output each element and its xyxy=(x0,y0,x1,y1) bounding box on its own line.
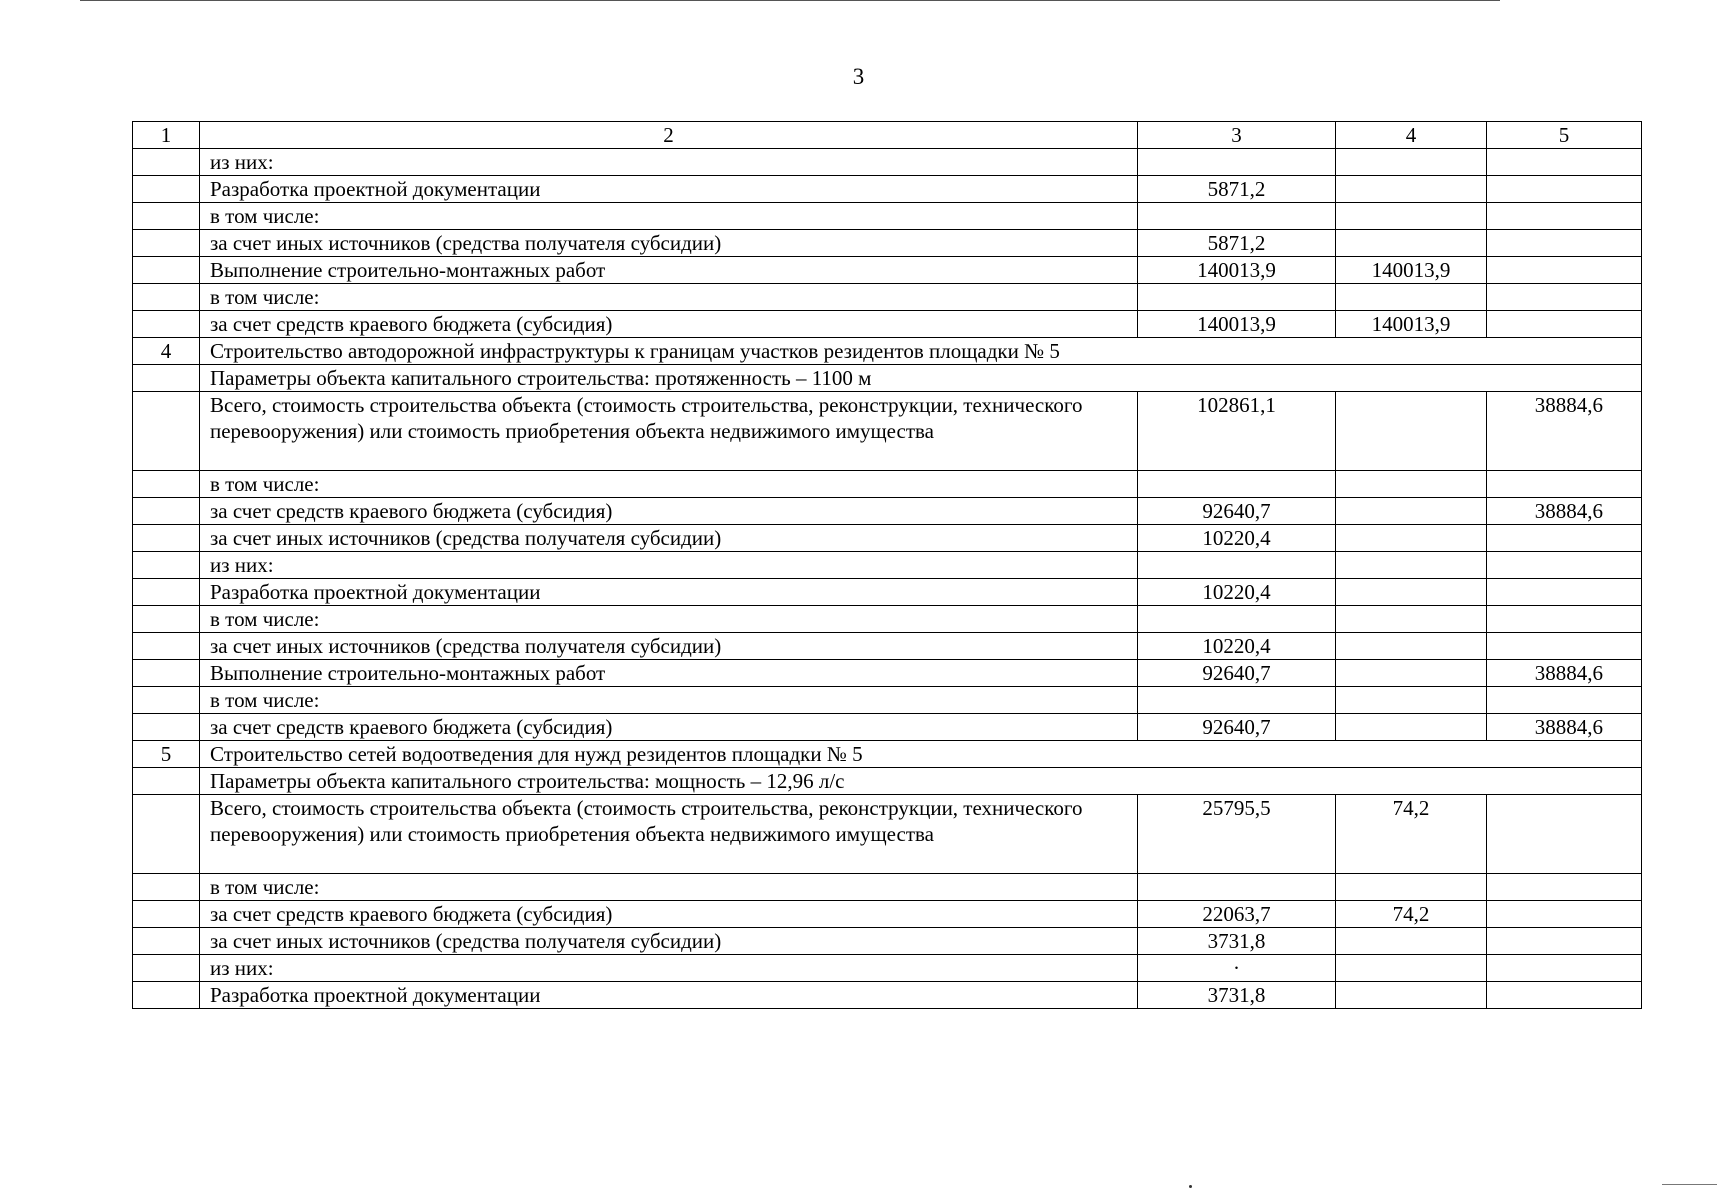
row-number xyxy=(133,714,200,741)
section-title: Параметры объекта капитального строительства: протяженность – 1100 м xyxy=(200,365,1642,392)
table-row xyxy=(133,633,1642,660)
table-row xyxy=(133,874,1642,901)
row-number xyxy=(133,284,200,311)
header-col-1: 1 xyxy=(133,122,200,149)
row-description: за счет средств краевого бюджета (субсидия) xyxy=(200,498,1138,525)
row-description: в том числе: xyxy=(200,284,1138,311)
header-col-2: 2 xyxy=(200,122,1138,149)
value-col-3: 140013,9 xyxy=(1138,311,1336,338)
header-col-3: 3 xyxy=(1138,122,1336,149)
value-col-3 xyxy=(1138,606,1336,633)
table-row xyxy=(133,498,1642,525)
value-col-5 xyxy=(1487,230,1642,257)
value-col-3: 92640,7 xyxy=(1138,714,1336,741)
row-description: из них: xyxy=(200,552,1138,579)
value-col-5 xyxy=(1487,257,1642,284)
value-col-5 xyxy=(1487,311,1642,338)
value-col-4 xyxy=(1336,606,1487,633)
value-col-3 xyxy=(1138,471,1336,498)
value-col-4 xyxy=(1336,687,1487,714)
row-number xyxy=(133,176,200,203)
value-col-3: 92640,7 xyxy=(1138,660,1336,687)
value-col-4 xyxy=(1336,660,1487,687)
value-col-3: 5871,2 xyxy=(1138,176,1336,203)
table-row xyxy=(133,149,1642,176)
section-title: Параметры объекта капитального строительства: мощность – 12,96 л/с xyxy=(200,768,1642,795)
value-col-4 xyxy=(1336,176,1487,203)
value-col-5 xyxy=(1487,955,1642,982)
value-col-5: 38884,6 xyxy=(1487,660,1642,687)
row-description: Всего, стоимость строительства объекта (стоимость строительства, реконструкции, технического перевооружения) или стоимость приобретения объекта недвижимого имущества xyxy=(200,392,1138,471)
table-row xyxy=(133,311,1642,338)
table-row xyxy=(133,714,1642,741)
row-description: за счет средств краевого бюджета (субсидия) xyxy=(200,901,1138,928)
value-col-3: 10220,4 xyxy=(1138,579,1336,606)
value-col-4 xyxy=(1336,982,1487,1009)
row-description: из них: xyxy=(200,955,1138,982)
row-description: за счет средств краевого бюджета (субсидия) xyxy=(200,311,1138,338)
row-number xyxy=(133,687,200,714)
section-title: Строительство автодорожной инфраструктуры к границам участков резидентов площадки № 5 xyxy=(200,338,1642,365)
value-col-3 xyxy=(1138,284,1336,311)
table-row xyxy=(133,768,1642,795)
value-col-4 xyxy=(1336,955,1487,982)
value-col-4 xyxy=(1336,498,1487,525)
row-description: Разработка проектной документации xyxy=(200,579,1138,606)
row-description: за счет иных источников (средства получателя субсидии) xyxy=(200,633,1138,660)
row-description: Разработка проектной документации xyxy=(200,982,1138,1009)
table-row xyxy=(133,471,1642,498)
value-col-5 xyxy=(1487,874,1642,901)
row-number xyxy=(133,928,200,955)
row-number xyxy=(133,149,200,176)
value-col-3: · xyxy=(1138,955,1336,982)
row-description: Выполнение строительно-монтажных работ xyxy=(200,660,1138,687)
value-col-5 xyxy=(1487,471,1642,498)
value-col-3: 25795,5 xyxy=(1138,795,1336,874)
row-number: 4 xyxy=(133,338,200,365)
table-row xyxy=(133,203,1642,230)
value-col-4 xyxy=(1336,874,1487,901)
row-description: в том числе: xyxy=(200,203,1138,230)
value-col-5 xyxy=(1487,687,1642,714)
value-col-3: 3731,8 xyxy=(1138,982,1336,1009)
table-row xyxy=(133,365,1642,392)
value-col-5 xyxy=(1487,149,1642,176)
row-number xyxy=(133,498,200,525)
value-col-4 xyxy=(1336,149,1487,176)
table-row xyxy=(133,392,1642,471)
row-number: 5 xyxy=(133,741,200,768)
value-col-4 xyxy=(1336,392,1487,471)
page-number: 3 xyxy=(852,64,865,89)
value-col-4 xyxy=(1336,928,1487,955)
value-col-4: 140013,9 xyxy=(1336,311,1487,338)
value-col-5 xyxy=(1487,982,1642,1009)
row-number xyxy=(133,552,200,579)
table-row xyxy=(133,338,1642,365)
value-col-4: 140013,9 xyxy=(1336,257,1487,284)
row-number xyxy=(133,633,200,660)
value-col-4 xyxy=(1336,284,1487,311)
value-col-3 xyxy=(1138,874,1336,901)
table-header-row xyxy=(133,122,1642,149)
value-col-3 xyxy=(1138,149,1336,176)
value-col-5 xyxy=(1487,901,1642,928)
row-number xyxy=(133,660,200,687)
table-row xyxy=(133,284,1642,311)
value-col-5 xyxy=(1487,203,1642,230)
table-row xyxy=(133,552,1642,579)
row-number xyxy=(133,257,200,284)
value-col-5 xyxy=(1487,606,1642,633)
value-col-5: 38884,6 xyxy=(1487,714,1642,741)
row-description: за счет средств краевого бюджета (субсидия) xyxy=(200,714,1138,741)
row-number xyxy=(133,392,200,471)
row-number xyxy=(133,606,200,633)
table-row xyxy=(133,257,1642,284)
header-col-5: 5 xyxy=(1487,122,1642,149)
row-description: за счет иных источников (средства получателя субсидии) xyxy=(200,230,1138,257)
table-row xyxy=(133,606,1642,633)
value-col-5 xyxy=(1487,928,1642,955)
value-col-5 xyxy=(1487,633,1642,660)
row-description: в том числе: xyxy=(200,687,1138,714)
value-col-3: 10220,4 xyxy=(1138,633,1336,660)
value-col-4 xyxy=(1336,552,1487,579)
value-col-3: 140013,9 xyxy=(1138,257,1336,284)
value-col-3: 22063,7 xyxy=(1138,901,1336,928)
row-number xyxy=(133,203,200,230)
value-col-3: 10220,4 xyxy=(1138,525,1336,552)
table-row xyxy=(133,687,1642,714)
value-col-3: 3731,8 xyxy=(1138,928,1336,955)
value-col-5 xyxy=(1487,552,1642,579)
value-col-4: 74,2 xyxy=(1336,795,1487,874)
scan-edge-mark xyxy=(1662,1184,1717,1185)
value-col-5 xyxy=(1487,579,1642,606)
table-row xyxy=(133,176,1642,203)
value-col-4 xyxy=(1336,525,1487,552)
row-number xyxy=(133,795,200,874)
table-row xyxy=(133,928,1642,955)
row-description: Выполнение строительно-монтажных работ xyxy=(200,257,1138,284)
row-number xyxy=(133,525,200,552)
row-number xyxy=(133,579,200,606)
value-col-4 xyxy=(1336,579,1487,606)
value-col-5: 38884,6 xyxy=(1487,392,1642,471)
value-col-4 xyxy=(1336,230,1487,257)
row-description: в том числе: xyxy=(200,471,1138,498)
budget-table xyxy=(132,121,1642,1009)
value-col-5 xyxy=(1487,284,1642,311)
row-description: в том числе: xyxy=(200,606,1138,633)
value-col-5: 38884,6 xyxy=(1487,498,1642,525)
value-col-3: 102861,1 xyxy=(1138,392,1336,471)
table-row xyxy=(133,901,1642,928)
row-number xyxy=(133,365,200,392)
row-number xyxy=(133,311,200,338)
scan-artifact-dot xyxy=(1189,1185,1192,1188)
table-row xyxy=(133,741,1642,768)
row-number xyxy=(133,768,200,795)
table-row xyxy=(133,982,1642,1009)
value-col-4 xyxy=(1336,714,1487,741)
value-col-5 xyxy=(1487,795,1642,874)
value-col-3 xyxy=(1138,552,1336,579)
row-number xyxy=(133,901,200,928)
value-col-4 xyxy=(1336,203,1487,230)
value-col-3: 5871,2 xyxy=(1138,230,1336,257)
row-number xyxy=(133,982,200,1009)
row-number xyxy=(133,230,200,257)
row-description: в том числе: xyxy=(200,874,1138,901)
table-row xyxy=(133,579,1642,606)
table-row xyxy=(133,795,1642,874)
row-number xyxy=(133,471,200,498)
value-col-3: 92640,7 xyxy=(1138,498,1336,525)
row-description: Разработка проектной документации xyxy=(200,176,1138,203)
header-col-4: 4 xyxy=(1336,122,1487,149)
row-description: за счет иных источников (средства получателя субсидии) xyxy=(200,525,1138,552)
row-description: за счет иных источников (средства получателя субсидии) xyxy=(200,928,1138,955)
value-col-3 xyxy=(1138,203,1336,230)
table-row xyxy=(133,955,1642,982)
value-col-5 xyxy=(1487,525,1642,552)
row-description: из них: xyxy=(200,149,1138,176)
scan-top-edge xyxy=(80,0,1500,1)
section-title: Строительство сетей водоотведения для нужд резидентов площадки № 5 xyxy=(200,741,1642,768)
value-col-3 xyxy=(1138,687,1336,714)
row-description: Всего, стоимость строительства объекта (стоимость строительства, реконструкции, технического перевооружения) или стоимость приобретения объекта недвижимого имущества xyxy=(200,795,1138,874)
row-number xyxy=(133,955,200,982)
row-number xyxy=(133,874,200,901)
table-row xyxy=(133,525,1642,552)
value-col-4 xyxy=(1336,471,1487,498)
value-col-4: 74,2 xyxy=(1336,901,1487,928)
value-col-4 xyxy=(1336,633,1487,660)
table-row xyxy=(133,660,1642,687)
value-col-5 xyxy=(1487,176,1642,203)
table-row xyxy=(133,230,1642,257)
